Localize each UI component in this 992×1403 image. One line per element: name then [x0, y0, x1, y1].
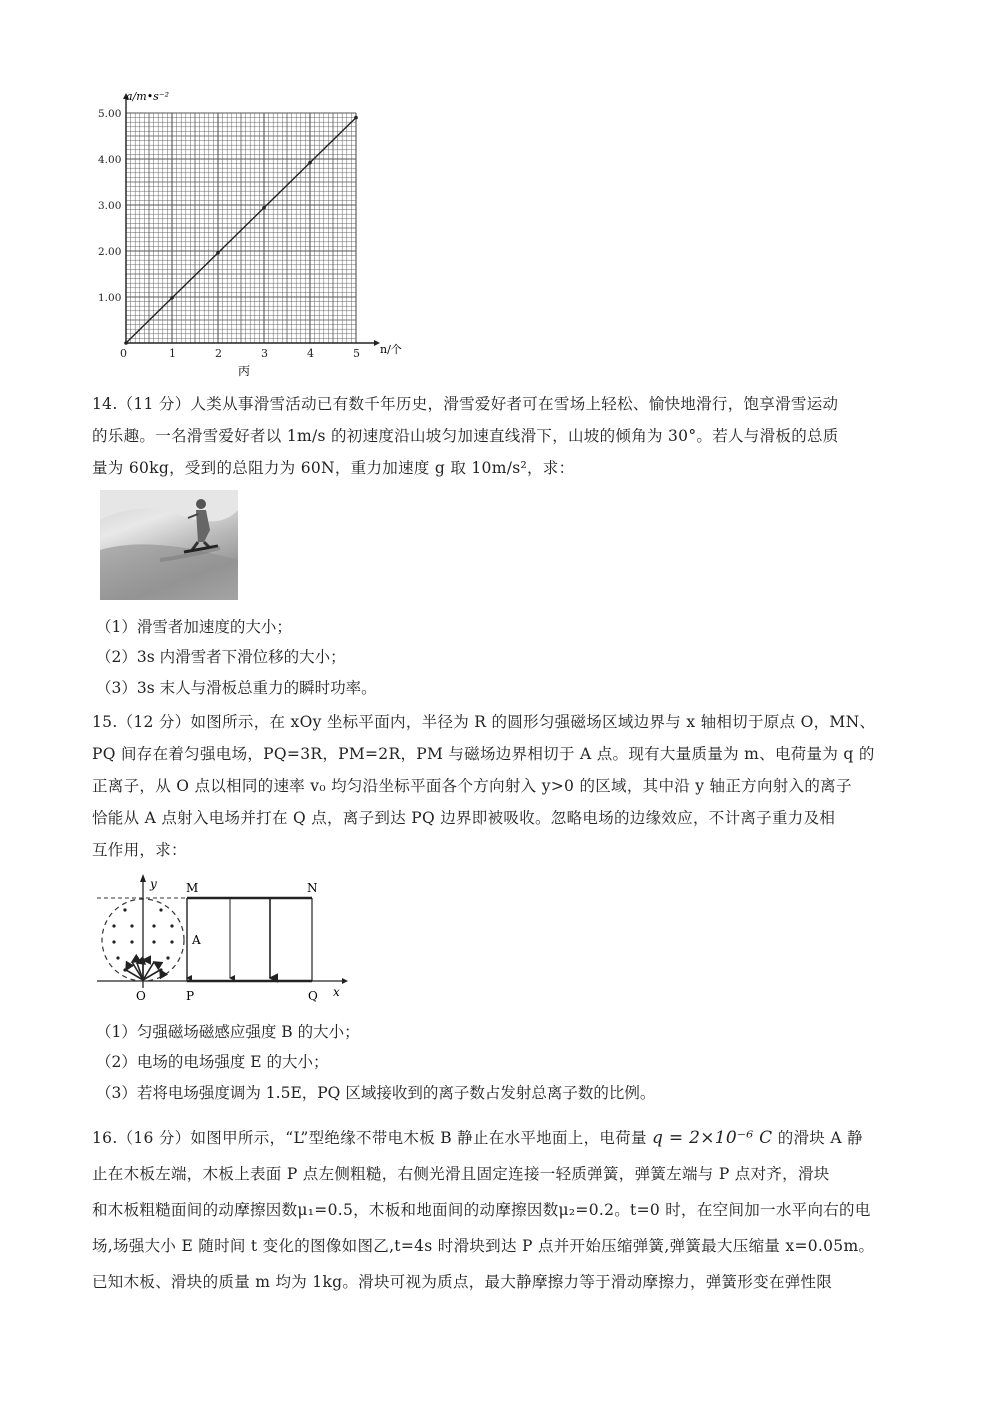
- label-O: O: [136, 989, 146, 1003]
- charge-formula: q = 2×10⁻⁶ C: [652, 1128, 773, 1148]
- chart-caption: 丙: [238, 364, 251, 378]
- x-tick-label: 3: [261, 347, 268, 360]
- q16-stem-part-a: 16.（16 分）如图甲所示，“L”型绝缘不带电木板 B 静止在水平地面上，电荷量: [92, 1129, 647, 1147]
- x-tick-label: 2: [215, 347, 222, 360]
- data-point: [262, 206, 266, 210]
- data-point: [124, 341, 128, 345]
- chart-y-axis-label: a/m•s⁻²: [126, 90, 170, 103]
- label-P: P: [186, 989, 195, 1003]
- q14-stem-line: 14.（11 分）人类从事滑雪活动已有数千年历史，滑雪爱好者可在雪场上轻松、愉快地滑行，饱享滑雪运动: [92, 395, 839, 413]
- q16-stem: [92, 1120, 907, 1300]
- y-tick-label: 3.00: [98, 200, 122, 212]
- q16-stem-line: 和木板粗糙面间的动摩擦因数μ₁=0.5，木板和地面间的动摩擦因数μ₂=0.2。t=0 时，在空间加一水平向右的电: [92, 1201, 871, 1219]
- q15-stem: [92, 706, 907, 866]
- q16-stem-line-1: [92, 1120, 907, 1156]
- label-M: M: [186, 881, 199, 895]
- q14-sub1: （1）滑雪者加速度的大小；: [96, 618, 292, 636]
- y-tick-label: 4.00: [98, 154, 122, 166]
- x-tick-label: 1: [169, 347, 176, 360]
- y-tick-label: 2.00: [98, 246, 122, 258]
- q16-stem-part-b: 的滑块 A 静: [777, 1129, 863, 1147]
- acceleration-chart: [90, 80, 430, 380]
- label-N: N: [307, 881, 318, 895]
- x-tick-label: 4: [307, 347, 314, 360]
- q15-sub1: （1）匀强磁场磁感应强度 B 的大小；: [96, 1023, 360, 1041]
- q15-stem-line: 正离子，从 O 点以相同的速率 v₀ 均匀沿坐标平面各个方向射入 y>0 的区域，其中沿 y 轴正方向射入的离子: [92, 777, 852, 795]
- q16-stem-line: 止在木板左端，木板上表面 P 点左侧粗糙，右侧光滑且固定连接一轻质弹簧，弹簧左端与 P 点对齐，滑块: [92, 1165, 830, 1183]
- data-point: [354, 116, 358, 120]
- y-tick-label: 1.00: [98, 292, 122, 304]
- q15-stem-line: PQ 间存在着匀强电场，PQ=3R，PM=2R，PM 与磁场边界相切于 A 点。现有大量质量为 m、电荷量为 q 的: [92, 745, 875, 763]
- q14-stem-line: 量为 60kg，受到的总阻力为 60N，重力加速度 g 取 10m/s²，求：: [92, 459, 575, 477]
- q14-sub2: （2）3s 内滑雪者下滑位移的大小；: [96, 648, 346, 666]
- x-tick-label: 0: [120, 347, 127, 360]
- y-tick-label: 5.00: [98, 108, 122, 120]
- chart-tick-labels: [98, 108, 360, 360]
- label-x: x: [333, 985, 340, 999]
- q14-sub3: （3）3s 末人与滑板总重力的瞬时功率。: [96, 679, 377, 697]
- field-diagram: [92, 868, 352, 1008]
- data-point: [170, 296, 174, 300]
- q15-sub2: （2）电场的电场强度 E 的大小；: [96, 1053, 329, 1071]
- q15-stem-line: 15.（12 分）如图所示，在 xOy 坐标平面内，半径为 R 的圆形匀强磁场区域边界与 x 轴相切于原点 O，MN、: [92, 713, 876, 731]
- data-point: [308, 161, 312, 165]
- x-tick-label: 5: [353, 347, 360, 360]
- data-point: [216, 251, 220, 255]
- q16-stem-line: 已知木板、滑块的质量 m 均为 1kg。滑块可视为质点，最大静摩擦力等于滑动摩擦力，弹簧形变在弹性限: [92, 1273, 833, 1291]
- skier-photo: [100, 490, 238, 600]
- q15-stem-line: 互作用，求：: [92, 841, 187, 859]
- chart-x-axis-label: n/个: [380, 343, 402, 356]
- q16-stem-line: 场,场强大小 E 随时间 t 变化的图像如图乙,t=4s 时滑块到达 P 点并开始压缩弹簧,弹簧最大压缩量 x=0.05m。: [92, 1237, 875, 1255]
- q14-stem-line: 的乐趣。一名滑雪爱好者以 1m/s 的初速度沿山坡匀加速直线滑下，山坡的倾角为 30°。若人与滑板的总质: [92, 427, 839, 445]
- q15-sub3: （3）若将电场强度调为 1.5E，PQ 区域接收到的离子数占发射总离子数的比例。: [96, 1084, 656, 1102]
- label-A: A: [192, 933, 201, 947]
- label-y: y: [150, 877, 157, 891]
- q15-stem-line: 恰能从 A 点射入电场并打在 Q 点，离子到达 PQ 边界即被吸收。忽略电场的边缘效应，不计离子重力及相: [92, 809, 836, 827]
- q14-stem: [92, 388, 907, 484]
- label-Q: Q: [308, 989, 318, 1003]
